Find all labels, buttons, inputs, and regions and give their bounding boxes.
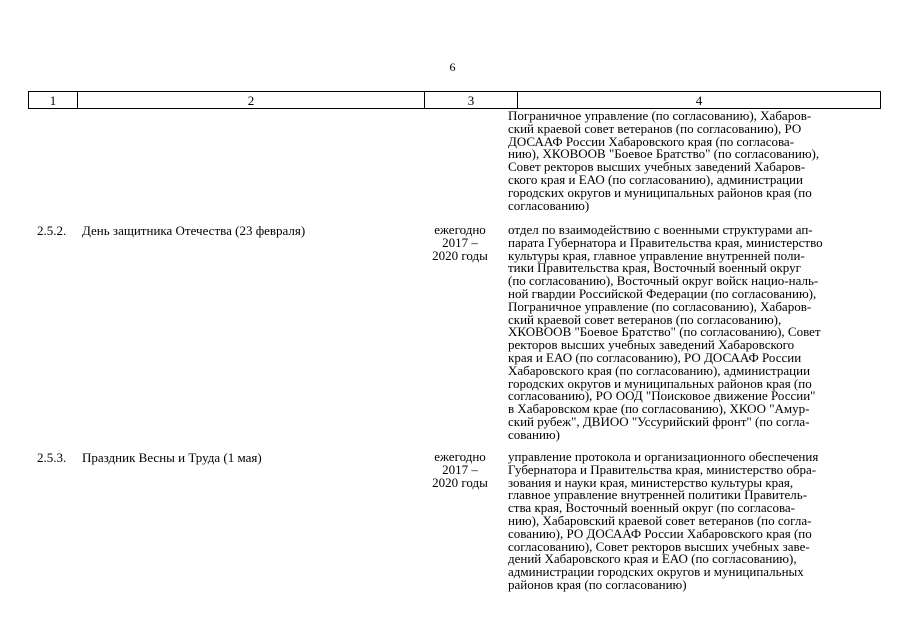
text-line: главное управление внутренней политики Правитель-: [508, 487, 808, 503]
text-line: согласованию), Совет ректоров высших учебных заве-: [508, 538, 810, 554]
text-line: (по согласованию), Восточный округ войск нацио-наль-: [508, 273, 819, 289]
column-header-2: 2: [78, 92, 425, 109]
text-line: ДОСААФ России Хабаровского края (по согласова-: [508, 133, 795, 149]
column-header-row: [29, 92, 881, 109]
event-period: [420, 451, 500, 489]
text-line: Губернатора и Правительства края, министерство обра-: [508, 461, 817, 477]
text-line: дений Хабаровского края и ЕАО (по согласованию),: [508, 551, 797, 567]
period-line: 2020 годы: [432, 247, 488, 263]
text-line: сованию): [508, 426, 560, 442]
column-header-4: 4: [518, 92, 881, 109]
text-line: Пограничное управление (по согласованию), Хабаров-: [508, 108, 812, 123]
period-line: ежегодно: [434, 222, 486, 237]
period-line: 2020 годы: [432, 474, 488, 490]
text-line: Хабаровского края (по согласованию), администрации: [508, 362, 811, 378]
column-header-1: 1: [29, 92, 78, 109]
text-line: ректоров высших учебных заведений Хабаровского: [508, 337, 795, 353]
column-header-table: [28, 91, 881, 109]
text-line: культуры края, главное управление внутренней поли-: [508, 247, 805, 263]
text-line: сованию), РО ДОСААФ России Хабаровского края (по: [508, 525, 812, 541]
text-line: администрации городских округов и муниципальных: [508, 564, 804, 580]
text-line: согласованию): [508, 197, 590, 213]
text-line: ского края и ЕАО (по согласованию), администрации: [508, 171, 803, 187]
text-line: согласованию), РО ООД "Поисковое движение России": [508, 388, 816, 404]
text-line: Пограничное управление (по согласованию), Хабаров-: [508, 298, 812, 314]
text-line: нию), ХКОВООВ "Боевое Братство" (по согласованию),: [508, 146, 820, 162]
text-line: ский рубеж", ДВИОО "Уссурийский фронт" (по согла-: [508, 413, 810, 429]
row-number: 2.5.3.: [37, 450, 67, 465]
text-line: тики Правительства края, Восточный военный округ: [508, 260, 801, 276]
text-line: ства края, Восточный военный округ (по согласова-: [508, 500, 796, 516]
event-period: [420, 224, 500, 262]
text-line: ский краевой совет ветеранов (по согласованию), РО: [508, 120, 802, 136]
period-line: 2017 –: [442, 234, 478, 250]
period-line: ежегодно: [434, 449, 486, 464]
event-name: День защитника Отечества (23 февраля): [82, 223, 306, 238]
text-line: районов края (по согласованию): [508, 576, 687, 592]
period-line: 2017 –: [442, 461, 478, 477]
text-line: управление протокола и организационного обеспечения: [508, 449, 819, 464]
page-number: 6: [449, 60, 456, 74]
text-line: ной гвардии Российской Федерации (по согласованию),: [508, 285, 817, 301]
text-line: отдел по взаимодействию с военными структурами ап-: [508, 222, 813, 237]
text-line: ский краевой совет ветеранов (по согласованию),: [508, 311, 782, 327]
text-line: нию), Хабаровский краевой совет ветеранов (по согла-: [508, 512, 812, 528]
text-line: парата Губернатора и Правительства края, министерство: [508, 234, 823, 250]
text-line: края и ЕАО (по согласованию), РО ДОСААФ России: [508, 349, 802, 365]
text-line: в Хабаровском крае (по согласованию), ХКОО "Амур-: [508, 401, 810, 417]
responsible-parties: [508, 224, 876, 442]
responsible-parties: [508, 451, 876, 592]
row-number: 2.5.2.: [37, 223, 67, 238]
continued-responsible-text: [508, 110, 876, 212]
text-line: ХКОВООВ "Боевое Братство" (по согласованию), Совет: [508, 324, 821, 340]
column-header-3: 3: [425, 92, 518, 109]
text-line: Совет ректоров высших учебных заведений Хабаров-: [508, 159, 806, 175]
text-line: городских округов и муниципальных районов края (по: [508, 184, 812, 200]
text-line: городских округов и муниципальных районов края (по: [508, 375, 812, 391]
event-name: Праздник Весны и Труда (1 мая): [82, 450, 262, 465]
text-line: зования и науки края, министерство культуры края,: [508, 474, 794, 490]
